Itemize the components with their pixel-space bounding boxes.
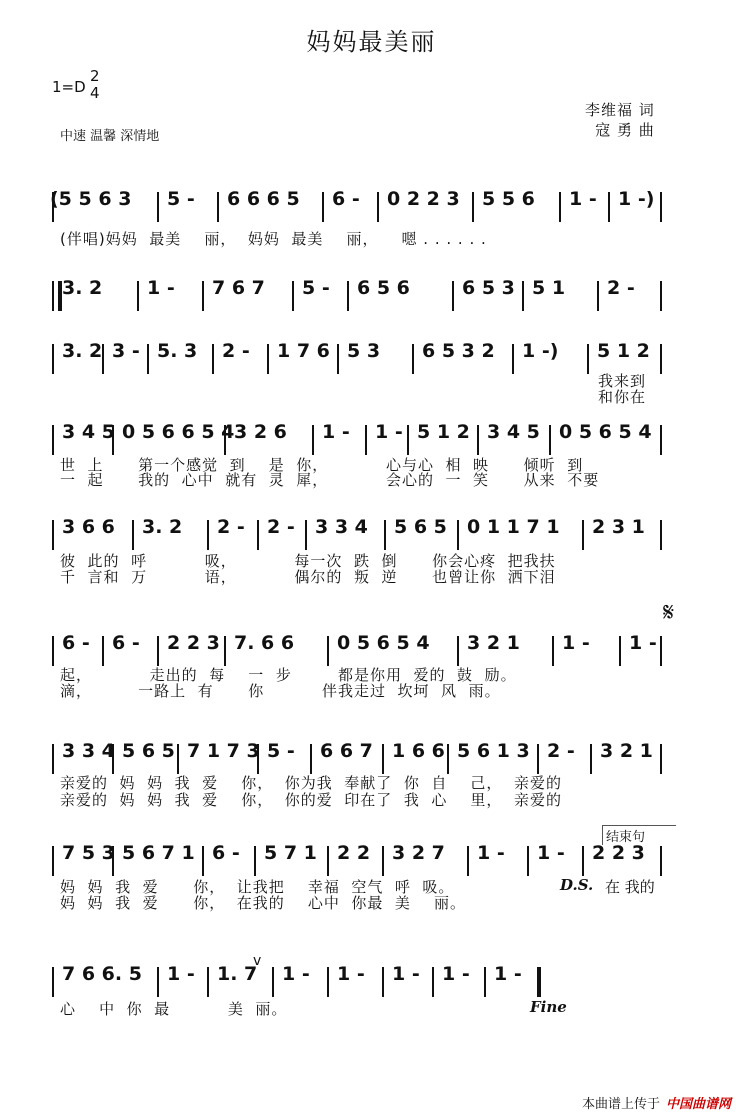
measure: 3 2 7 bbox=[392, 842, 445, 864]
bar-line bbox=[257, 520, 259, 550]
bar-line bbox=[457, 520, 459, 550]
lyric-line: 一 起 我的 心中 就有 灵 犀， 会心的 一 笑 从来 不要 bbox=[60, 471, 600, 489]
bar-line bbox=[587, 344, 589, 374]
bar-line bbox=[347, 281, 349, 311]
measure: 1 - bbox=[562, 632, 590, 654]
score-row bbox=[0, 277, 743, 317]
measure: 6 5 3 2 bbox=[422, 340, 495, 362]
measure: 7 1 7 3 bbox=[187, 740, 260, 762]
bar-line bbox=[202, 846, 204, 876]
measure: (5 5 6 3 bbox=[50, 188, 132, 210]
bar-line bbox=[312, 425, 314, 455]
time-bottom: 4 bbox=[90, 84, 100, 102]
measure: 1 -) bbox=[618, 188, 655, 210]
measure: 1 - bbox=[442, 963, 470, 985]
bar-line bbox=[202, 281, 204, 311]
bar-line bbox=[207, 520, 209, 550]
measure: 5 6 7 1 bbox=[122, 842, 195, 864]
bar-line bbox=[660, 281, 662, 311]
measure: 2 - bbox=[547, 740, 575, 762]
bar-line bbox=[382, 846, 384, 876]
bar-line bbox=[660, 344, 662, 374]
lyric-line: 起， 走出的 每 一 步 都是你用 爱的 鼓 励。 bbox=[60, 666, 517, 684]
measure: 6 - bbox=[332, 188, 360, 210]
tempo-marking: 中速 温馨 深情地 bbox=[60, 129, 160, 144]
measure: 2 - bbox=[222, 340, 250, 362]
measure: 6 - bbox=[112, 632, 140, 654]
measure: 1 - bbox=[392, 963, 420, 985]
measure: 1 - bbox=[375, 421, 403, 443]
lyric-line: 妈 妈 我 爱 你， 在我的 心中 你最 美 丽。 bbox=[60, 894, 466, 912]
measure: 1 6 6 bbox=[392, 740, 445, 762]
bar-line bbox=[467, 846, 469, 876]
ending-label: 结束句 bbox=[602, 825, 676, 845]
measure: 1 - bbox=[494, 963, 522, 985]
measure: 3 - bbox=[112, 340, 140, 362]
measure: 5 5 6 bbox=[482, 188, 535, 210]
measure: 6 - bbox=[62, 632, 90, 654]
bar-line bbox=[527, 846, 529, 876]
measure: 3 3 4 bbox=[315, 516, 368, 538]
lyricist: 李维福 词 bbox=[585, 101, 655, 119]
bar-line bbox=[137, 281, 139, 311]
bar-line bbox=[660, 520, 662, 550]
bar-line bbox=[177, 744, 179, 774]
bar-line bbox=[512, 344, 514, 374]
lyric-line: 亲爱的 妈 妈 我 爱 你， 你为我 奉献了 你 自 己， 亲爱的 bbox=[60, 774, 562, 792]
measure: 1 - bbox=[167, 963, 195, 985]
bar-line bbox=[52, 744, 54, 774]
measure: 7 5 3 bbox=[62, 842, 115, 864]
bar-line bbox=[217, 192, 219, 222]
measure: 5 1 2 bbox=[417, 421, 470, 443]
ds-lyric: 在 我的 bbox=[605, 878, 655, 896]
bar-line bbox=[327, 846, 329, 876]
measure: 5 1 2 bbox=[597, 340, 650, 362]
measure: 0 2 2 3 bbox=[387, 188, 460, 210]
measure: 3. 2 bbox=[62, 340, 103, 362]
bar-line bbox=[207, 967, 209, 997]
bar-line bbox=[310, 744, 312, 774]
credits bbox=[585, 100, 655, 140]
bar-line bbox=[384, 520, 386, 550]
score-row bbox=[0, 963, 743, 1003]
lyric-line: 世 上 第一个感觉 到 是 你， 心与心 相 映 倾听 到 bbox=[60, 456, 584, 474]
lyric-line: 心 中 你 最 美 丽。 bbox=[60, 1000, 288, 1018]
measure: 1 - bbox=[337, 963, 365, 985]
footer-site: 中国曲谱网 bbox=[665, 1097, 731, 1112]
bar-line bbox=[382, 744, 384, 774]
breath-mark: v bbox=[253, 953, 262, 969]
time-top: 2 bbox=[90, 67, 100, 85]
measure: 3 2 1 bbox=[467, 632, 520, 654]
measure: 5. 3 bbox=[157, 340, 198, 362]
measure: 1 - bbox=[282, 963, 310, 985]
bar-line bbox=[432, 967, 434, 997]
measure: 5 1 bbox=[532, 277, 566, 299]
bar-line bbox=[660, 425, 662, 455]
measure: 5 7 1 bbox=[264, 842, 317, 864]
bar-line bbox=[272, 967, 274, 997]
footer bbox=[582, 1093, 731, 1112]
bar-line bbox=[52, 344, 54, 374]
bar-line bbox=[147, 344, 149, 374]
lyric-line: 彼 此的 呼 吸， 每一次 跌 倒 你会心疼 把我扶 bbox=[60, 552, 556, 570]
bar-line bbox=[157, 192, 159, 222]
bar-line bbox=[537, 967, 541, 997]
bar-line bbox=[377, 192, 379, 222]
measure: 6 5 3 bbox=[462, 277, 515, 299]
bar-line bbox=[597, 281, 599, 311]
measure: 1 - bbox=[322, 421, 350, 443]
measure: 5 6 5 bbox=[122, 740, 175, 762]
measure: 5 6 1 3 bbox=[457, 740, 530, 762]
bar-line bbox=[484, 967, 486, 997]
bar-line bbox=[522, 281, 524, 311]
measure: 1 - bbox=[629, 632, 657, 654]
measure: 3. 2 bbox=[142, 516, 183, 538]
bar-line bbox=[582, 520, 584, 550]
measure: 1. 7 bbox=[217, 963, 258, 985]
measure: 7 6 6. 5 bbox=[62, 963, 142, 985]
bar-line bbox=[452, 281, 454, 311]
measure: 3 3 4 bbox=[62, 740, 115, 762]
score-row bbox=[0, 188, 743, 228]
bar-line bbox=[52, 636, 54, 666]
measure: 3 6 6 bbox=[62, 516, 115, 538]
bar-line bbox=[552, 636, 554, 666]
bar-line bbox=[102, 636, 104, 666]
measure: 2 2 3 bbox=[167, 632, 220, 654]
bar-line bbox=[337, 344, 339, 374]
bar-line bbox=[660, 636, 662, 666]
bar-line bbox=[608, 192, 610, 222]
lyric-line: 我来到 bbox=[598, 372, 647, 390]
measure: 1 - bbox=[147, 277, 175, 299]
bar-line bbox=[549, 425, 551, 455]
bar-line bbox=[327, 636, 329, 666]
bar-line bbox=[382, 967, 384, 997]
measure: 3 2 1 bbox=[600, 740, 653, 762]
bar-line bbox=[157, 636, 159, 666]
ds-marking: D.S. bbox=[560, 876, 594, 894]
bar-line bbox=[102, 344, 104, 374]
bar-line bbox=[537, 744, 539, 774]
bar-line bbox=[457, 636, 459, 666]
bar-line bbox=[619, 636, 621, 666]
measure: 7. 6 6 bbox=[234, 632, 295, 654]
measure: 0 5 6 5 4 bbox=[337, 632, 430, 654]
time-signature bbox=[90, 68, 100, 102]
bar-line bbox=[292, 281, 294, 311]
lyric-line: (伴唱)妈妈 最美 丽， 妈妈 最美 丽， 嗯 . . . . . . bbox=[60, 230, 487, 248]
measure: 6 - bbox=[212, 842, 240, 864]
measure: 5 6 5 bbox=[394, 516, 447, 538]
bar-line bbox=[52, 967, 54, 997]
bar-line bbox=[157, 967, 159, 997]
bar-line bbox=[132, 520, 134, 550]
measure: 6 6 6 5 bbox=[227, 188, 300, 210]
lyric-line: 亲爱的 妈 妈 我 爱 你， 你的爱 印在了 我 心 里， 亲爱的 bbox=[60, 791, 562, 809]
measure: 0 5 6 6 5 4 bbox=[122, 421, 235, 443]
bar-line bbox=[212, 344, 214, 374]
bar-line bbox=[52, 846, 54, 876]
bar-line bbox=[254, 846, 256, 876]
measure: 3. 2 bbox=[62, 277, 103, 299]
bar-line bbox=[322, 192, 324, 222]
bar-line bbox=[305, 520, 307, 550]
measure: 1 7 6 bbox=[277, 340, 330, 362]
composer: 寇 勇 曲 bbox=[595, 121, 655, 139]
measure: 0 5 6 5 4 bbox=[559, 421, 652, 443]
measure: 5 - bbox=[302, 277, 330, 299]
measure: 7 6 7 bbox=[212, 277, 265, 299]
bar-line bbox=[590, 744, 592, 774]
segno-sign: 𝄋 bbox=[663, 598, 675, 628]
measure: 6 5 6 bbox=[357, 277, 410, 299]
measure: 1 - bbox=[569, 188, 597, 210]
bar-line bbox=[365, 425, 367, 455]
measure: 6 6 7 bbox=[320, 740, 373, 762]
measure: 1 - bbox=[477, 842, 505, 864]
measure: 2 2 bbox=[337, 842, 371, 864]
bar-line bbox=[52, 281, 62, 311]
bar-line bbox=[267, 344, 269, 374]
page-title: 妈妈最美丽 bbox=[306, 28, 437, 56]
measure: 2 - bbox=[607, 277, 635, 299]
measure: 2 2 3 bbox=[592, 842, 645, 864]
bar-line bbox=[660, 192, 662, 222]
bar-line bbox=[559, 192, 561, 222]
key-signature: 1=D bbox=[52, 78, 86, 96]
bar-line bbox=[660, 744, 662, 774]
measure: 1 -) bbox=[522, 340, 559, 362]
measure: 2 - bbox=[217, 516, 245, 538]
measure: 3 2 6 bbox=[234, 421, 287, 443]
measure: 3 4 5 bbox=[62, 421, 115, 443]
bar-line bbox=[660, 846, 662, 876]
bar-line bbox=[477, 425, 479, 455]
lyric-line: 和你在 bbox=[598, 388, 647, 406]
bar-line bbox=[472, 192, 474, 222]
footer-text: 本曲谱上传于 bbox=[581, 1097, 660, 1112]
bar-line bbox=[224, 636, 226, 666]
measure: 2 3 1 bbox=[592, 516, 645, 538]
bar-line bbox=[407, 425, 409, 455]
lyric-line: 滴， 一路上 有 你 伴我走过 坎坷 风 雨。 bbox=[60, 682, 501, 700]
measure: 5 - bbox=[267, 740, 295, 762]
measure: 1 - bbox=[537, 842, 565, 864]
measure: 0 1 1 7 1 bbox=[467, 516, 560, 538]
measure: 2 - bbox=[267, 516, 295, 538]
measure: 3 4 5 bbox=[487, 421, 540, 443]
lyric-line: 妈 妈 我 爱 你， 让我把 幸福 空气 呼 吸。 bbox=[60, 878, 455, 896]
measure: 5 - bbox=[167, 188, 195, 210]
bar-line bbox=[582, 846, 584, 876]
measure: 5 3 bbox=[347, 340, 381, 362]
fine-marking: Fine bbox=[530, 998, 567, 1016]
bar-line bbox=[52, 520, 54, 550]
bar-line bbox=[447, 744, 449, 774]
bar-line bbox=[327, 967, 329, 997]
bar-line bbox=[412, 344, 414, 374]
lyric-line: 千 言和 万 语， 偶尔的 叛 逆 也曾让你 洒下泪 bbox=[60, 568, 556, 586]
bar-line bbox=[52, 425, 54, 455]
